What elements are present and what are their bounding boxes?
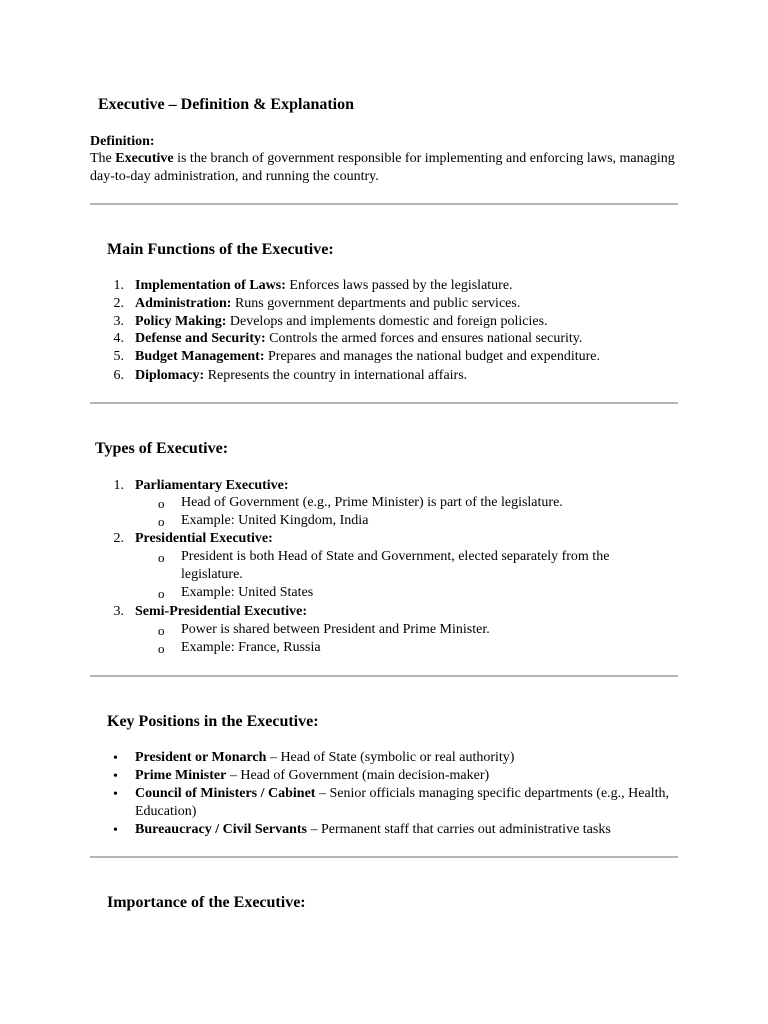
- item-term: Defense and Security:: [135, 331, 266, 346]
- item-text: Represents the country in international affairs.: [204, 368, 468, 383]
- list-item: [135, 295, 695, 313]
- item-text: Develops and implements domestic and foreign policies.: [226, 314, 548, 329]
- list-item: [135, 367, 695, 385]
- sub-list-marker: o: [158, 586, 165, 601]
- list-item: [135, 477, 695, 495]
- sub-list-item: President is both Head of State and Government, elected separately from the legislature.: [181, 549, 610, 582]
- list-item: [135, 785, 675, 821]
- bullet-marker: •: [113, 823, 118, 838]
- item-text: – Head of State (symbolic or real authority): [266, 750, 515, 765]
- sub-list-item: Power is shared between President and Prime Minister.: [181, 622, 490, 637]
- list-marker: 2.: [113, 531, 124, 546]
- sub-list-marker: o: [158, 496, 165, 511]
- item-term: Parliamentary Executive:: [135, 478, 289, 493]
- sub-list-item: Example: France, Russia: [181, 640, 321, 655]
- item-term: Semi-Presidential Executive:: [135, 604, 307, 619]
- sub-list-item: Example: United States: [181, 585, 314, 600]
- item-term: Prime Minister: [135, 768, 227, 783]
- positions-heading: Key Positions in the Executive:: [107, 713, 319, 730]
- definition-text: is the branch of government responsible for implementing and enforcing laws, managing day-to-day administration, and running the country.: [90, 151, 675, 184]
- definition-label: Definition:: [90, 134, 155, 149]
- list-item: [135, 348, 695, 366]
- list-marker: 1.: [113, 278, 124, 293]
- item-term: Presidential Executive:: [135, 531, 273, 546]
- sub-list-marker: o: [158, 623, 165, 638]
- item-text: Prepares and manages the national budget and expenditure.: [264, 349, 600, 364]
- list-item: [135, 767, 695, 785]
- page-title: Executive – Definition & Explanation: [98, 96, 355, 113]
- list-item: [135, 313, 695, 331]
- item-term: Council of Ministers / Cabinet: [135, 786, 316, 801]
- bullet-marker: •: [113, 769, 118, 784]
- list-marker: 3.: [113, 314, 124, 329]
- types-heading: Types of Executive:: [95, 440, 229, 457]
- list-marker: 2.: [113, 296, 124, 311]
- item-text: Enforces laws passed by the legislature.: [285, 278, 513, 293]
- divider: [90, 203, 678, 205]
- list-marker: 4.: [113, 331, 124, 346]
- list-item: [135, 277, 695, 295]
- item-term: President or Monarch: [135, 750, 267, 765]
- divider: [90, 856, 678, 858]
- item-term: Budget Management:: [135, 349, 265, 364]
- functions-heading: Main Functions of the Executive:: [107, 241, 334, 258]
- list-item: [135, 330, 695, 348]
- item-term: Implementation of Laws:: [135, 278, 286, 293]
- list-marker: 1.: [113, 478, 124, 493]
- importance-heading: Importance of the Executive:: [107, 894, 306, 911]
- sub-list-item: Example: United Kingdom, India: [181, 513, 369, 528]
- bullet-marker: •: [113, 751, 118, 766]
- list-marker: 5.: [113, 349, 124, 364]
- definition-prefix: The: [90, 151, 116, 166]
- item-text: Controls the armed forces and ensures national security.: [265, 331, 583, 346]
- item-text: Runs government departments and public services.: [231, 296, 521, 311]
- item-text: – Permanent staff that carries out administrative tasks: [307, 822, 611, 837]
- list-item: [135, 749, 695, 767]
- sub-list-item: Head of Government (e.g., Prime Minister) is part of the legislature.: [181, 495, 563, 510]
- sub-list-marker: o: [158, 514, 165, 529]
- item-term: Policy Making:: [135, 314, 227, 329]
- divider: [90, 402, 678, 404]
- bullet-marker: •: [113, 787, 118, 802]
- item-text: – Head of Government (main decision-maker): [226, 768, 490, 783]
- sub-list-marker: o: [158, 641, 165, 656]
- item-term: Bureaucracy / Civil Servants: [135, 822, 308, 837]
- item-text: – Senior officials managing specific departments (e.g., Health, Education): [135, 786, 669, 819]
- list-marker: 3.: [113, 604, 124, 619]
- item-term: Administration:: [135, 296, 232, 311]
- item-term: Diplomacy:: [135, 368, 205, 383]
- sub-list-marker: o: [158, 550, 165, 565]
- definition-paragraph: [90, 150, 690, 186]
- list-item: [135, 530, 695, 548]
- list-item: [135, 821, 695, 839]
- divider: [90, 675, 678, 677]
- list-marker: 6.: [113, 368, 124, 383]
- definition-term: Executive: [115, 151, 174, 166]
- list-item: [135, 603, 695, 621]
